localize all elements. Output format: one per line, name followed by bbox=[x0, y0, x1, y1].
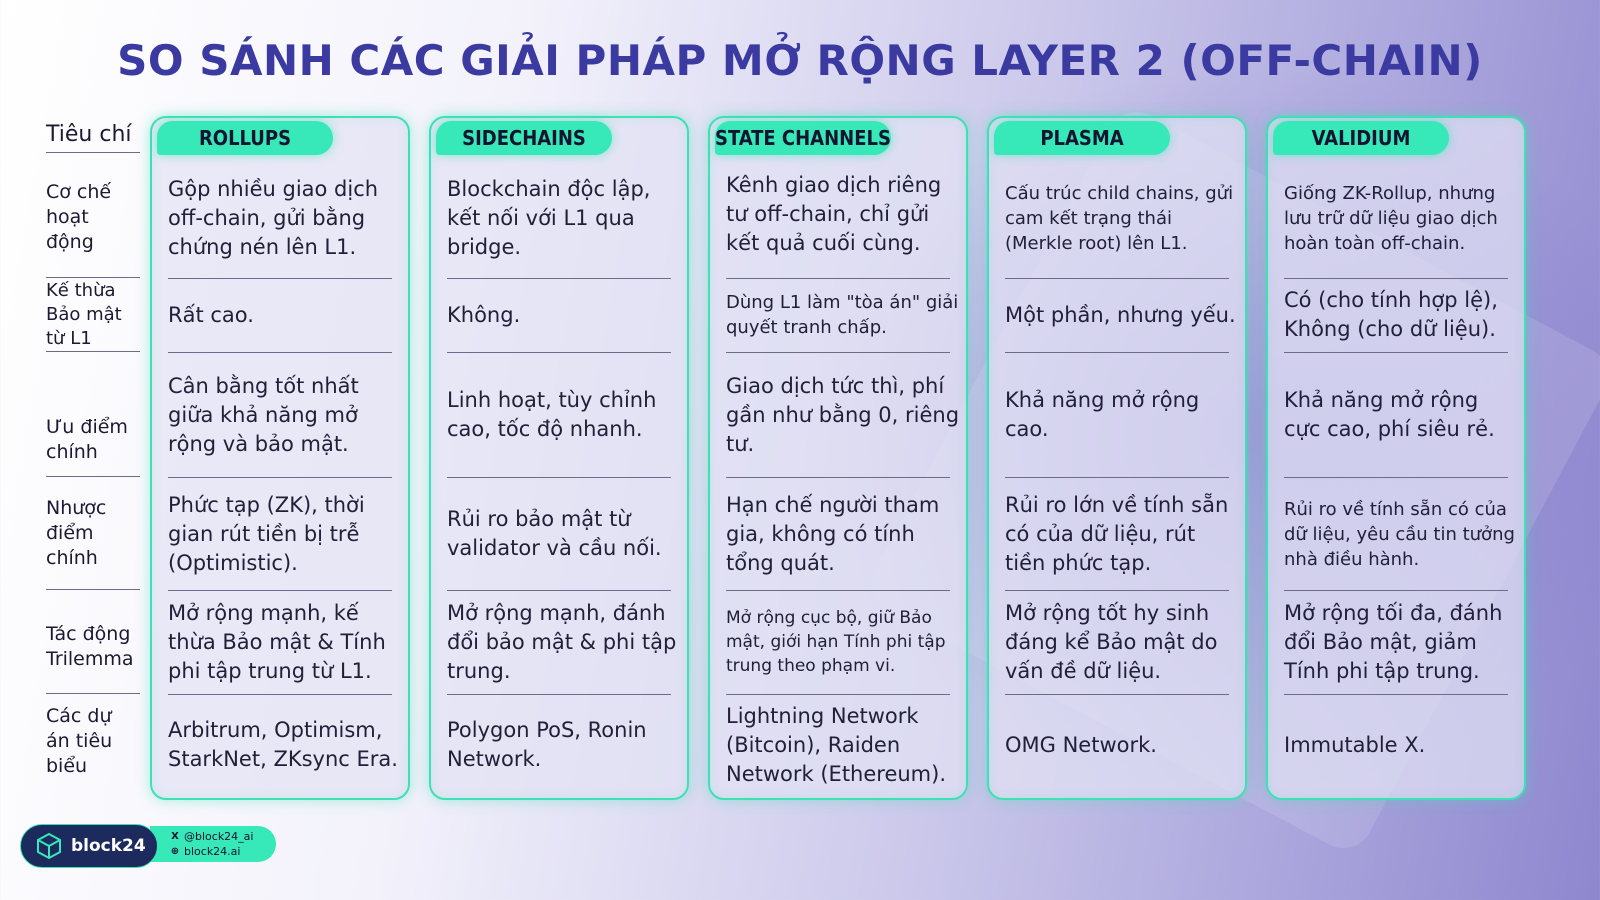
row-divider bbox=[726, 352, 950, 353]
social-links bbox=[150, 826, 276, 862]
row-divider bbox=[168, 477, 392, 478]
cell-trilemma: Mở rộng mạnh, kế thừa Bảo mật & Tính phi tập trung từ L1. bbox=[168, 600, 386, 683]
cell-security: Rất cao. bbox=[168, 302, 254, 327]
cell-mechanism: Cấu trúc child chains, gửi cam kết trạng thái (Merkle root) lên L1. bbox=[1005, 182, 1234, 254]
website-link[interactable] bbox=[170, 844, 276, 859]
cell-trilemma: Mở rộng tối đa, đánh đổi Bảo mật, giảm Tính phi tập trung. bbox=[1284, 600, 1503, 683]
column-header-state-channels: STATE CHANNELS bbox=[715, 121, 891, 155]
criteria-header-divider bbox=[46, 152, 140, 153]
criteria-divider bbox=[46, 351, 140, 352]
row-divider bbox=[726, 590, 950, 591]
cell-security: Một phần, nhưng yếu. bbox=[1005, 302, 1236, 327]
row-divider bbox=[1284, 352, 1508, 353]
column-header-rollups: ROLLUPS bbox=[157, 121, 333, 155]
criteria-divider bbox=[46, 476, 140, 477]
row-divider bbox=[168, 590, 392, 591]
column-header-plasma: PLASMA bbox=[994, 121, 1170, 155]
row-divider bbox=[1284, 278, 1508, 279]
cell-trilemma: Mở rộng mạnh, đánh đổi bảo mật & phi tập trung. bbox=[447, 600, 677, 683]
cell-mechanism: Kênh giao dịch riêng tư off-chain, chỉ gửi kết quả cuối cùng. bbox=[726, 172, 942, 255]
cell-pros: Khả năng mở rộng cực cao, phí siêu rẻ. bbox=[1284, 388, 1495, 441]
criteria-label-security: Kế thừa Bảo mật từ L1 bbox=[46, 280, 122, 349]
row-divider bbox=[1284, 694, 1508, 695]
column-rollups bbox=[150, 116, 410, 800]
cell-cons: Rủi ro về tính sẵn có của dữ liệu, yêu cầu tin tưởng nhà điều hành. bbox=[1284, 498, 1515, 570]
cell-pros: Cân bằng tốt nhất giữa khả năng mở rộng và bảo mật. bbox=[168, 373, 359, 456]
cell-mechanism: Gộp nhiều giao dịch off-chain, gửi bằng chứng nén lên L1. bbox=[168, 176, 379, 259]
cell-cons: Rủi ro lớn về tính sẵn có của dữ liệu, rút tiền phức tạp. bbox=[1005, 492, 1229, 575]
row-divider bbox=[1005, 278, 1229, 279]
row-divider bbox=[1005, 590, 1229, 591]
cell-pros: Giao dịch tức thì, phí gần như bằng 0, riêng tư. bbox=[726, 373, 960, 456]
cell-security: Dùng L1 làm "tòa án" giải quyết tranh chấp. bbox=[726, 292, 959, 338]
website-url: block24.ai bbox=[184, 845, 241, 858]
criteria-label-projects: Các dự án tiêu biểu bbox=[46, 705, 113, 777]
cell-projects: Arbitrum, Optimism, StarkNet, ZKsync Era. bbox=[168, 718, 398, 771]
cell-cons: Hạn chế người tham gia, không có tính tổng quát. bbox=[726, 492, 940, 575]
cell-security: Có (cho tính hợp lệ), Không (cho dữ liệu). bbox=[1284, 288, 1498, 341]
cell-projects: OMG Network. bbox=[1005, 732, 1157, 757]
x-logo-icon: X bbox=[171, 831, 179, 842]
row-divider bbox=[1284, 590, 1508, 591]
cell-projects: Lightning Network (Bitcoin), Raiden Network (Ethereum). bbox=[726, 703, 947, 786]
criteria-label-mechanism: Cơ chế hoạt động bbox=[46, 181, 112, 253]
criteria-label-cons: Nhược điểm chính bbox=[46, 497, 107, 569]
cell-projects: Immutable X. bbox=[1284, 732, 1426, 757]
column-state-channels bbox=[708, 116, 968, 800]
criteria-divider bbox=[46, 589, 140, 590]
column-plasma bbox=[987, 116, 1247, 800]
row-divider bbox=[1005, 694, 1229, 695]
row-divider bbox=[726, 278, 950, 279]
hexagon-cube-icon bbox=[35, 832, 63, 860]
row-divider bbox=[447, 477, 671, 478]
row-divider bbox=[447, 352, 671, 353]
cell-cons: Rủi ro bảo mật từ validator và cầu nối. bbox=[447, 507, 662, 560]
cell-pros: Linh hoạt, tùy chỉnh cao, tốc độ nhanh. bbox=[447, 388, 657, 441]
row-divider bbox=[447, 590, 671, 591]
cell-pros: Khả năng mở rộng cao. bbox=[1005, 388, 1200, 441]
cell-trilemma: Mở rộng tốt hy sinh đáng kể Bảo mật do vấn đề dữ liệu. bbox=[1005, 600, 1218, 683]
criteria-header: Tiêu chí bbox=[46, 122, 132, 147]
row-divider bbox=[168, 352, 392, 353]
twitter-link[interactable] bbox=[170, 829, 276, 844]
row-divider bbox=[168, 278, 392, 279]
page-title: SO SÁNH CÁC GIẢI PHÁP MỞ RỘNG LAYER 2 (OFF-CHAIN) bbox=[117, 36, 1483, 85]
column-validium bbox=[1266, 116, 1526, 800]
cell-mechanism: Blockchain độc lập, kết nối với L1 qua bridge. bbox=[447, 176, 651, 259]
row-divider bbox=[726, 694, 950, 695]
row-divider bbox=[1005, 352, 1229, 353]
row-divider bbox=[447, 694, 671, 695]
cell-mechanism: Giống ZK-Rollup, nhưng lưu trữ dữ liệu giao dịch hoàn toàn off-chain. bbox=[1284, 182, 1498, 254]
criteria-divider bbox=[46, 277, 140, 278]
cell-cons: Phức tạp (ZK), thời gian rút tiền bị trễ (Optimistic). bbox=[168, 492, 365, 575]
criteria-label-trilemma: Tác động Trilemma bbox=[46, 623, 134, 670]
column-sidechains bbox=[429, 116, 689, 800]
brand-name: block24 bbox=[71, 836, 146, 856]
row-divider bbox=[726, 477, 950, 478]
cell-trilemma: Mở rộng cục bộ, giữ Bảo mật, giới hạn Tính phi tập trung theo phạm vi. bbox=[726, 608, 946, 676]
globe-icon: ⊕ bbox=[170, 846, 180, 857]
row-divider bbox=[447, 278, 671, 279]
column-header-sidechains: SIDECHAINS bbox=[436, 121, 612, 155]
row-divider bbox=[168, 694, 392, 695]
row-divider bbox=[1005, 477, 1229, 478]
cell-projects: Polygon PoS, Ronin Network. bbox=[447, 718, 647, 771]
column-header-validium: VALIDIUM bbox=[1273, 121, 1449, 155]
twitter-handle: @block24_ai bbox=[184, 830, 254, 843]
brand-logo bbox=[20, 824, 158, 868]
cell-security: Không. bbox=[447, 302, 521, 327]
criteria-divider bbox=[46, 693, 140, 694]
criteria-label-pros: Ưu điểm chính bbox=[46, 416, 128, 463]
row-divider bbox=[1284, 477, 1508, 478]
